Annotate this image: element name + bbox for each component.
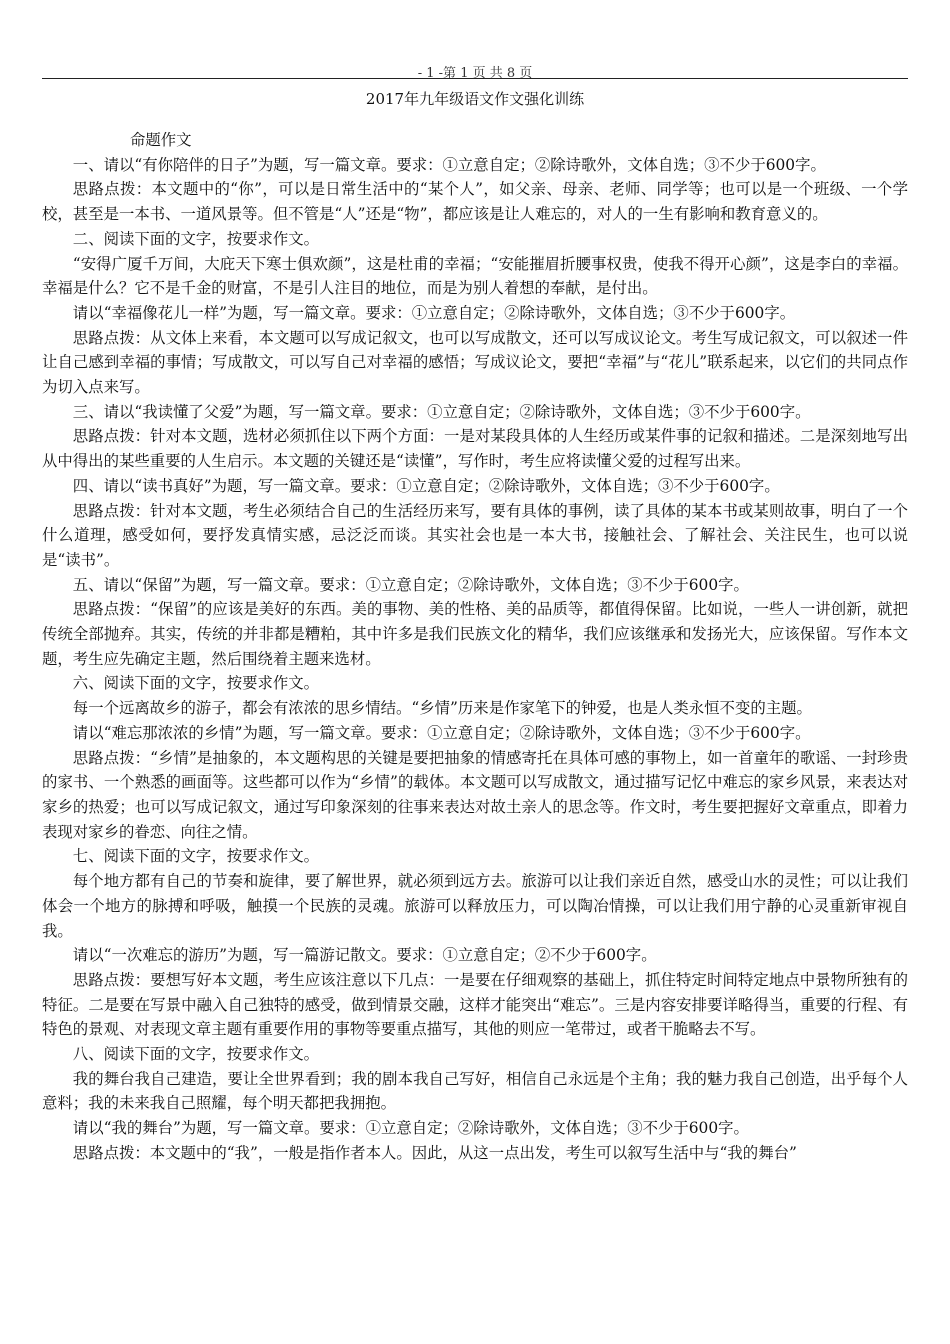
paragraph: 思路点拨：“保留”的应该是美好的东西。美的事物、美的性格、美的品质等，都值得保留。比如说，一些人一讲创新，就把传统全部抛弃。其实，传统的并非都是糟粕，其中许多是我们民族文化的精华，我们应该继承和发扬光大，应该保留。写作本文题，考生应先确定主题，然后围绕着主题来选材。 xyxy=(42,600,908,668)
paragraph: 请以“我的舞台”为题，写一篇文章。要求：①立意自定；②除诗歌外，文体自选；③不少于600字。 xyxy=(72,1119,749,1138)
paragraph: 一、请以“有你陪伴的日子”为题，写一篇文章。要求：①立意自定；②除诗歌外，文体自选；③不少于600字。 xyxy=(72,155,826,174)
paragraph: 思路点拨：从文体上来看，本文题可以写成记叙文，也可以写成散文，还可以写成议论文。考生写成记叙文，可以叙述一件让自己感到幸福的事情；写成散文，可以写自己对幸福的感悟；写成议论文，要把“幸福”与“花儿”联系起来，以它们的共同点作为切入点来写。 xyxy=(42,328,908,397)
paragraph: 请以“难忘那浓浓的乡情”为题，写一篇文章。要求：①立意自定；②除诗歌外，文体自选；③不少于600字。 xyxy=(72,723,811,742)
paragraph: 思路点拨：“乡情”是抽象的，本文题构思的关键是要把抽象的情感寄托在具体可感的事物上，如一首童年的歌谣、一封珍贵的家书、一个熟悉的画面等。这些都可以作为“乡情”的载体。本文题可以写成散文，通过描写记忆中难忘的家乡风景，来表达对家乡的热爱；也可以写成记叙文，通过写印象深刻的往事来表达对故土亲人的思念等。作文时，考生要把握好文章重点，即着力表现对家乡的眷恋、向往之情。 xyxy=(42,748,908,841)
paragraph: 我的舞台我自己建造，要让全世界看到；我的剧本我自己写好，相信自己永远是个主角；我的魅力我自己创造，出乎每个人意料；我的未来我自己照耀，每个明天都把我拥抱。 xyxy=(42,1069,908,1113)
paragraph: 每个地方都有自己的节奏和旋律，要了解世界，就必须到远方去。旅游可以让我们亲近自然，感受山水的灵性；可以让我们体会一个地方的脉搏和呼吸，触摸一个民族的灵魂。旅游可以释放压力，可以陶冶情操，可以让我们用宁静的心灵重新审视自我。 xyxy=(42,872,908,940)
section-heading: 命题作文 xyxy=(130,131,192,149)
paragraph: 思路点拨：针对本文题，考生必须结合自己的生活经历来写，要有具体的事例，读了具体的某本书或某则故事，明白了一个什么道理，感受如何，要抒发真情实感，忌泛泛而谈。其实社会也是一本大书，接触社会、了解社会、关注民生，也可以说是“读书”。 xyxy=(42,501,908,569)
paragraph: “安得广厦千万间，大庇天下寒士俱欢颜”，这是杜甫的幸福；“安能摧眉折腰事权贵，使我不得开心颜”，这是李白的幸福。幸福是什么？它不是千金的财富，不是引人注目的地位，而是为别人着想的奉献，是付出。 xyxy=(42,254,908,298)
paragraph: 五、请以“保留”为题，写一篇文章。要求：①立意自定；②除诗歌外，文体自选；③不少于600字。 xyxy=(72,575,749,594)
paragraph: 八、阅读下面的文字，按要求作文。 xyxy=(72,1045,320,1064)
paragraph: 二、阅读下面的文字，按要求作文。 xyxy=(72,229,320,248)
paragraph: 每一个远离故乡的游子，都会有浓浓的思乡情结。“乡情”历来是作家笔下的钟爱，也是人类永恒不变的主题。 xyxy=(72,699,812,718)
paragraph: 请以“幸福像花儿一样”为题，写一篇文章。要求：①立意自定；②除诗歌外，文体自选；③不少于600字。 xyxy=(72,303,796,322)
document-title: 2017年九年级语文作文强化训练 xyxy=(365,90,585,108)
paragraph: 思路点拨：本文题中的“我”，一般是指作者本人。因此，从这一点出发，考生可以叙写生活中与“我的舞台” xyxy=(72,1143,797,1162)
paragraph: 请以“一次难忘的游历”为题，写一篇游记散文。要求：①立意自定；②不少于600字。 xyxy=(72,946,657,965)
paragraph: 三、请以“我读懂了父爱”为题，写一篇文章。要求：①立意自定；②除诗歌外，文体自选；③不少于600字。 xyxy=(72,402,811,421)
page-indicator: - 1 -第 1 页 共 8 页 xyxy=(417,66,533,81)
paragraph: 四、请以“读书真好”为题，写一篇文章。要求：①立意自定；②除诗歌外，文体自选；③不少于600字。 xyxy=(72,476,780,495)
paragraph: 思路点拨：要想写好本文题，考生应该注意以下几点：一是要在仔细观察的基础上，抓住特定时间特定地点中景物所独有的特征。二是要在写景中融入自己独特的感受，做到情景交融，这样才能突出“难忘”。三是内容安排要详略得当，重要的行程、有特色的景观、对表现文章主题有重要作用的事物等要重点描写，其他的则应一笔带过，或者干脆略去不写。 xyxy=(42,970,908,1039)
document-body xyxy=(42,128,908,1166)
paragraph: 六、阅读下面的文字，按要求作文。 xyxy=(72,674,320,693)
paragraph: 思路点拨：本文题中的“你”，可以是日常生活中的“某个人”，如父亲、母亲、老师、同学等；也可以是一个班级、一个学校，甚至是一本书、一道风景等。但不管是“人”还是“物”，都应该是让人难忘的，对人的一生有影响和教育意义的。 xyxy=(42,180,908,224)
page-header xyxy=(42,60,908,79)
paragraph: 七、阅读下面的文字，按要求作文。 xyxy=(72,847,320,866)
paragraph: 思路点拨：针对本文题，选材必须抓住以下两个方面：一是对某段具体的人生经历或某件事的记叙和描述。二是深刻地写出从中得出的某些重要的人生启示。本文题的关键还是“读懂”，写作时，考生应将读懂父爱的过程写出来。 xyxy=(42,427,908,471)
